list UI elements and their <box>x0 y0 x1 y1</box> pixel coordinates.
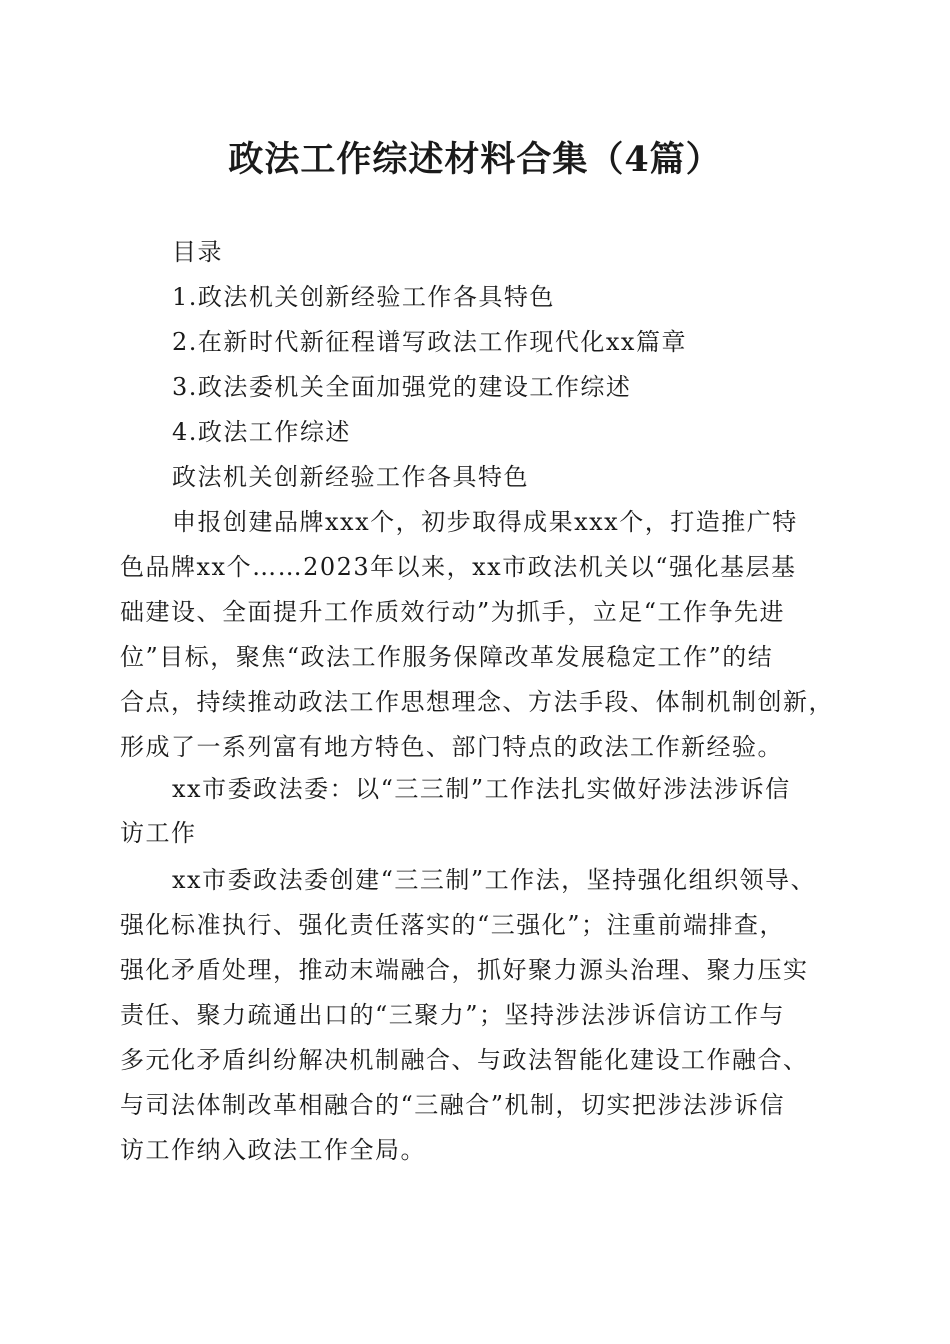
paragraph-line: 与司法体制改革相融合的“三融合”机制，切实把涉法涉诉信 <box>120 1091 786 1119</box>
toc-item-4: 4.政法工作综述 <box>172 418 351 446</box>
toc-item-3: 3.政法委机关全面加强党的建设工作综述 <box>172 373 632 401</box>
paragraph-line: xx市委政法委创建“三三制”工作法，坚持强化组织领导、 <box>172 866 817 894</box>
paragraph-line: 责任、聚力疏通出口的“三聚力”；坚持涉法涉诉信访工作与 <box>120 1001 786 1029</box>
paragraph-line: 础建设、全面提升工作质效行动”为抓手，立足“工作争先进 <box>120 598 786 626</box>
paragraph-line: 强化矛盾处理，推动末端融合，抓好聚力源头治理、聚力压实 <box>120 956 809 984</box>
subheading-line: xx市委政法委：以“三三制”工作法扎实做好涉法涉诉信 <box>172 775 791 803</box>
toc-item-2: 2.在新时代新征程谱写政法工作现代化xx篇章 <box>172 328 687 356</box>
document-title: 政法工作综述材料合集（4篇） <box>228 139 722 180</box>
paragraph-line: 合点，持续推动政法工作思想理念、方法手段、体制机制创新， <box>120 688 834 716</box>
toc-heading: 目录 <box>172 238 223 266</box>
paragraph-line: 色品牌xx个……2023年以来，xx市政法机关以“强化基层基 <box>120 553 797 581</box>
subheading-line: 访工作 <box>120 819 197 847</box>
paragraph-line: 申报创建品牌xxx个，初步取得成果xxx个，打造推广特 <box>172 508 798 536</box>
paragraph-line: 位”目标，聚焦“政法工作服务保障改革发展稳定工作”的结 <box>120 643 774 671</box>
paragraph-line: 形成了一系列富有地方特色、部门特点的政法工作新经验。 <box>120 733 783 761</box>
toc-item-1: 1.政法机关创新经验工作各具特色 <box>172 283 555 311</box>
paragraph-line: 多元化矛盾纠纷解决机制融合、与政法智能化建设工作融合、 <box>120 1046 809 1074</box>
section-title: 政法机关创新经验工作各具特色 <box>172 463 529 491</box>
paragraph-line: 强化标准执行、强化责任落实的“三强化”；注重前端排查， <box>120 911 786 939</box>
paragraph-line: 访工作纳入政法工作全局。 <box>120 1136 426 1164</box>
